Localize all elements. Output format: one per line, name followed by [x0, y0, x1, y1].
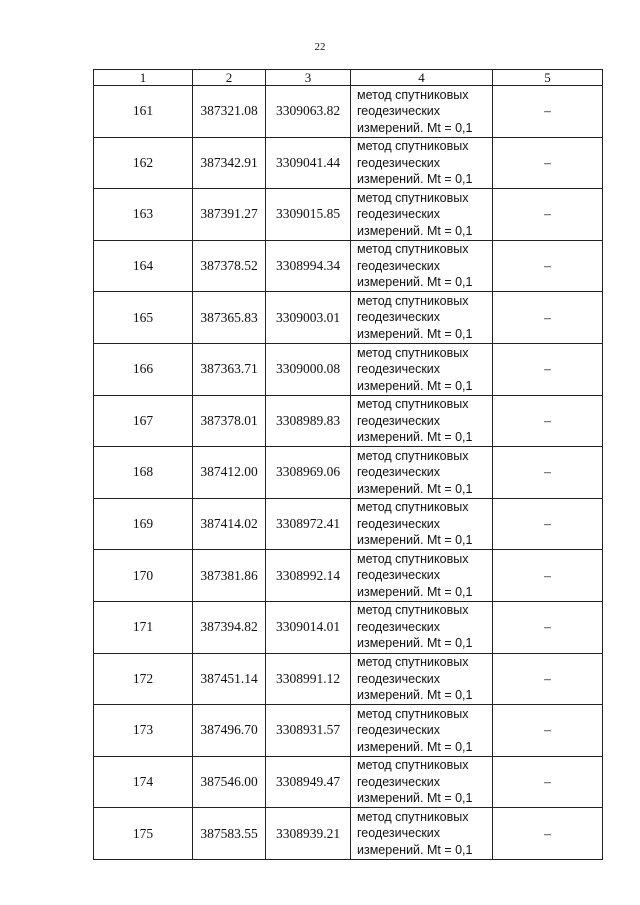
table-row	[94, 343, 603, 395]
method-line: измерений. Mt = 0,1	[357, 223, 473, 238]
table-header-row	[94, 70, 603, 86]
column-5-cell: –	[493, 808, 603, 860]
method-line: измерений. Mt = 0,1	[357, 430, 473, 445]
y-coordinate-cell: 3308992.14	[266, 550, 351, 602]
table-row	[94, 808, 603, 860]
method-cell	[351, 137, 493, 189]
y-coordinate-cell: 3308989.83	[266, 395, 351, 447]
method-line: геодезических	[357, 362, 441, 377]
table-row	[94, 86, 603, 138]
method-line: геодезических	[357, 413, 441, 428]
y-coordinate-cell: 3309041.44	[266, 137, 351, 189]
x-coordinate-cell: 387363.71	[193, 343, 266, 395]
table-row	[94, 653, 603, 705]
method-cell	[351, 756, 493, 808]
method-cell	[351, 343, 493, 395]
method-line: метод спутниковых	[357, 809, 469, 824]
point-number-cell: 167	[94, 395, 193, 447]
method-line: измерений. Mt = 0,1	[357, 791, 473, 806]
y-coordinate-cell: 3308969.06	[266, 447, 351, 499]
method-line: геодезических	[357, 723, 441, 738]
column-5-cell: –	[493, 447, 603, 499]
method-line: измерений. Mt = 0,1	[357, 584, 473, 599]
column-header: 5	[493, 70, 603, 86]
method-line: измерений. Mt = 0,1	[357, 275, 473, 290]
column-5-cell: –	[493, 498, 603, 550]
method-cell	[351, 189, 493, 241]
method-line: измерений. Mt = 0,1	[357, 481, 473, 496]
point-number-cell: 168	[94, 447, 193, 499]
page-number: 22	[314, 41, 326, 53]
method-cell	[351, 601, 493, 653]
y-coordinate-cell: 3309015.85	[266, 189, 351, 241]
method-line: геодезических	[357, 258, 441, 273]
column-5-cell: –	[493, 189, 603, 241]
method-line: метод спутниковых	[357, 706, 469, 721]
table-row	[94, 447, 603, 499]
table-row	[94, 189, 603, 241]
x-coordinate-cell: 387394.82	[193, 601, 266, 653]
column-5-cell: –	[493, 343, 603, 395]
table-row	[94, 601, 603, 653]
point-number-cell: 173	[94, 705, 193, 757]
column-header: 2	[193, 70, 266, 86]
method-line: геодезических	[357, 104, 441, 119]
x-coordinate-cell: 387451.14	[193, 653, 266, 705]
column-5-cell: –	[493, 550, 603, 602]
method-line: метод спутниковых	[357, 242, 469, 257]
method-line: метод спутниковых	[357, 345, 469, 360]
column-5-cell: –	[493, 86, 603, 138]
method-line: геодезических	[357, 207, 441, 222]
method-line: геодезических	[357, 568, 441, 583]
method-cell	[351, 86, 493, 138]
y-coordinate-cell: 3308949.47	[266, 756, 351, 808]
method-line: измерений. Mt = 0,1	[357, 378, 473, 393]
x-coordinate-cell: 387391.27	[193, 189, 266, 241]
method-line: геодезических	[357, 619, 441, 634]
method-line: метод спутниковых	[357, 551, 469, 566]
point-number-cell: 166	[94, 343, 193, 395]
x-coordinate-cell: 387378.01	[193, 395, 266, 447]
method-cell	[351, 808, 493, 860]
method-line: метод спутниковых	[357, 655, 469, 670]
point-number-cell: 174	[94, 756, 193, 808]
method-line: измерений. Mt = 0,1	[357, 120, 473, 135]
method-line: геодезических	[357, 155, 441, 170]
y-coordinate-cell: 3308939.21	[266, 808, 351, 860]
method-line: измерений. Mt = 0,1	[357, 688, 473, 703]
method-line: метод спутниковых	[357, 293, 469, 308]
method-cell	[351, 447, 493, 499]
point-number-cell: 169	[94, 498, 193, 550]
method-line: метод спутниковых	[357, 500, 469, 515]
y-coordinate-cell: 3309003.01	[266, 292, 351, 344]
point-number-cell: 171	[94, 601, 193, 653]
x-coordinate-cell: 387365.83	[193, 292, 266, 344]
column-5-cell: –	[493, 653, 603, 705]
table-row	[94, 756, 603, 808]
method-cell	[351, 498, 493, 550]
column-5-cell: –	[493, 137, 603, 189]
method-line: геодезических	[357, 516, 441, 531]
method-line: измерений. Mt = 0,1	[357, 842, 473, 857]
column-5-cell: –	[493, 240, 603, 292]
method-line: измерений. Mt = 0,1	[357, 533, 473, 548]
column-5-cell: –	[493, 292, 603, 344]
point-number-cell: 163	[94, 189, 193, 241]
point-number-cell: 165	[94, 292, 193, 344]
point-number-cell: 172	[94, 653, 193, 705]
method-line: метод спутниковых	[357, 139, 469, 154]
table-row	[94, 550, 603, 602]
method-line: измерений. Mt = 0,1	[357, 739, 473, 754]
method-line: измерений. Mt = 0,1	[357, 636, 473, 651]
method-line: метод спутниковых	[357, 87, 469, 102]
point-number-cell: 175	[94, 808, 193, 860]
table-row	[94, 705, 603, 757]
method-cell	[351, 292, 493, 344]
column-5-cell: –	[493, 395, 603, 447]
y-coordinate-cell: 3308994.34	[266, 240, 351, 292]
method-cell	[351, 550, 493, 602]
y-coordinate-cell: 3309063.82	[266, 86, 351, 138]
y-coordinate-cell: 3309014.01	[266, 601, 351, 653]
point-number-cell: 170	[94, 550, 193, 602]
x-coordinate-cell: 387412.00	[193, 447, 266, 499]
method-line: геодезических	[357, 826, 441, 841]
method-cell	[351, 240, 493, 292]
method-line: геодезических	[357, 671, 441, 686]
method-line: геодезических	[357, 310, 441, 325]
method-line: метод спутниковых	[357, 448, 469, 463]
x-coordinate-cell: 387342.91	[193, 137, 266, 189]
method-line: геодезических	[357, 774, 441, 789]
x-coordinate-cell: 387321.08	[193, 86, 266, 138]
x-coordinate-cell: 387583.55	[193, 808, 266, 860]
y-coordinate-cell: 3308972.41	[266, 498, 351, 550]
x-coordinate-cell: 387378.52	[193, 240, 266, 292]
method-cell	[351, 705, 493, 757]
column-header: 1	[94, 70, 193, 86]
y-coordinate-cell: 3308991.12	[266, 653, 351, 705]
point-number-cell: 164	[94, 240, 193, 292]
method-line: измерений. Mt = 0,1	[357, 172, 473, 187]
method-cell	[351, 395, 493, 447]
x-coordinate-cell: 387496.70	[193, 705, 266, 757]
method-line: измерений. Mt = 0,1	[357, 326, 473, 341]
table-row	[94, 292, 603, 344]
column-5-cell: –	[493, 601, 603, 653]
method-line: метод спутниковых	[357, 603, 469, 618]
column-header: 3	[266, 70, 351, 86]
x-coordinate-cell: 387381.86	[193, 550, 266, 602]
method-line: метод спутниковых	[357, 190, 469, 205]
method-cell	[351, 653, 493, 705]
method-line: геодезических	[357, 465, 441, 480]
method-line: метод спутниковых	[357, 758, 469, 773]
point-number-cell: 161	[94, 86, 193, 138]
x-coordinate-cell: 387546.00	[193, 756, 266, 808]
table-row	[94, 240, 603, 292]
y-coordinate-cell: 3309000.08	[266, 343, 351, 395]
table-row	[94, 395, 603, 447]
column-5-cell: –	[493, 705, 603, 757]
column-5-cell: –	[493, 756, 603, 808]
y-coordinate-cell: 3308931.57	[266, 705, 351, 757]
coordinates-table	[93, 69, 603, 860]
method-line: метод спутниковых	[357, 397, 469, 412]
x-coordinate-cell: 387414.02	[193, 498, 266, 550]
column-header: 4	[351, 70, 493, 86]
table-row	[94, 137, 603, 189]
point-number-cell: 162	[94, 137, 193, 189]
table-row	[94, 498, 603, 550]
